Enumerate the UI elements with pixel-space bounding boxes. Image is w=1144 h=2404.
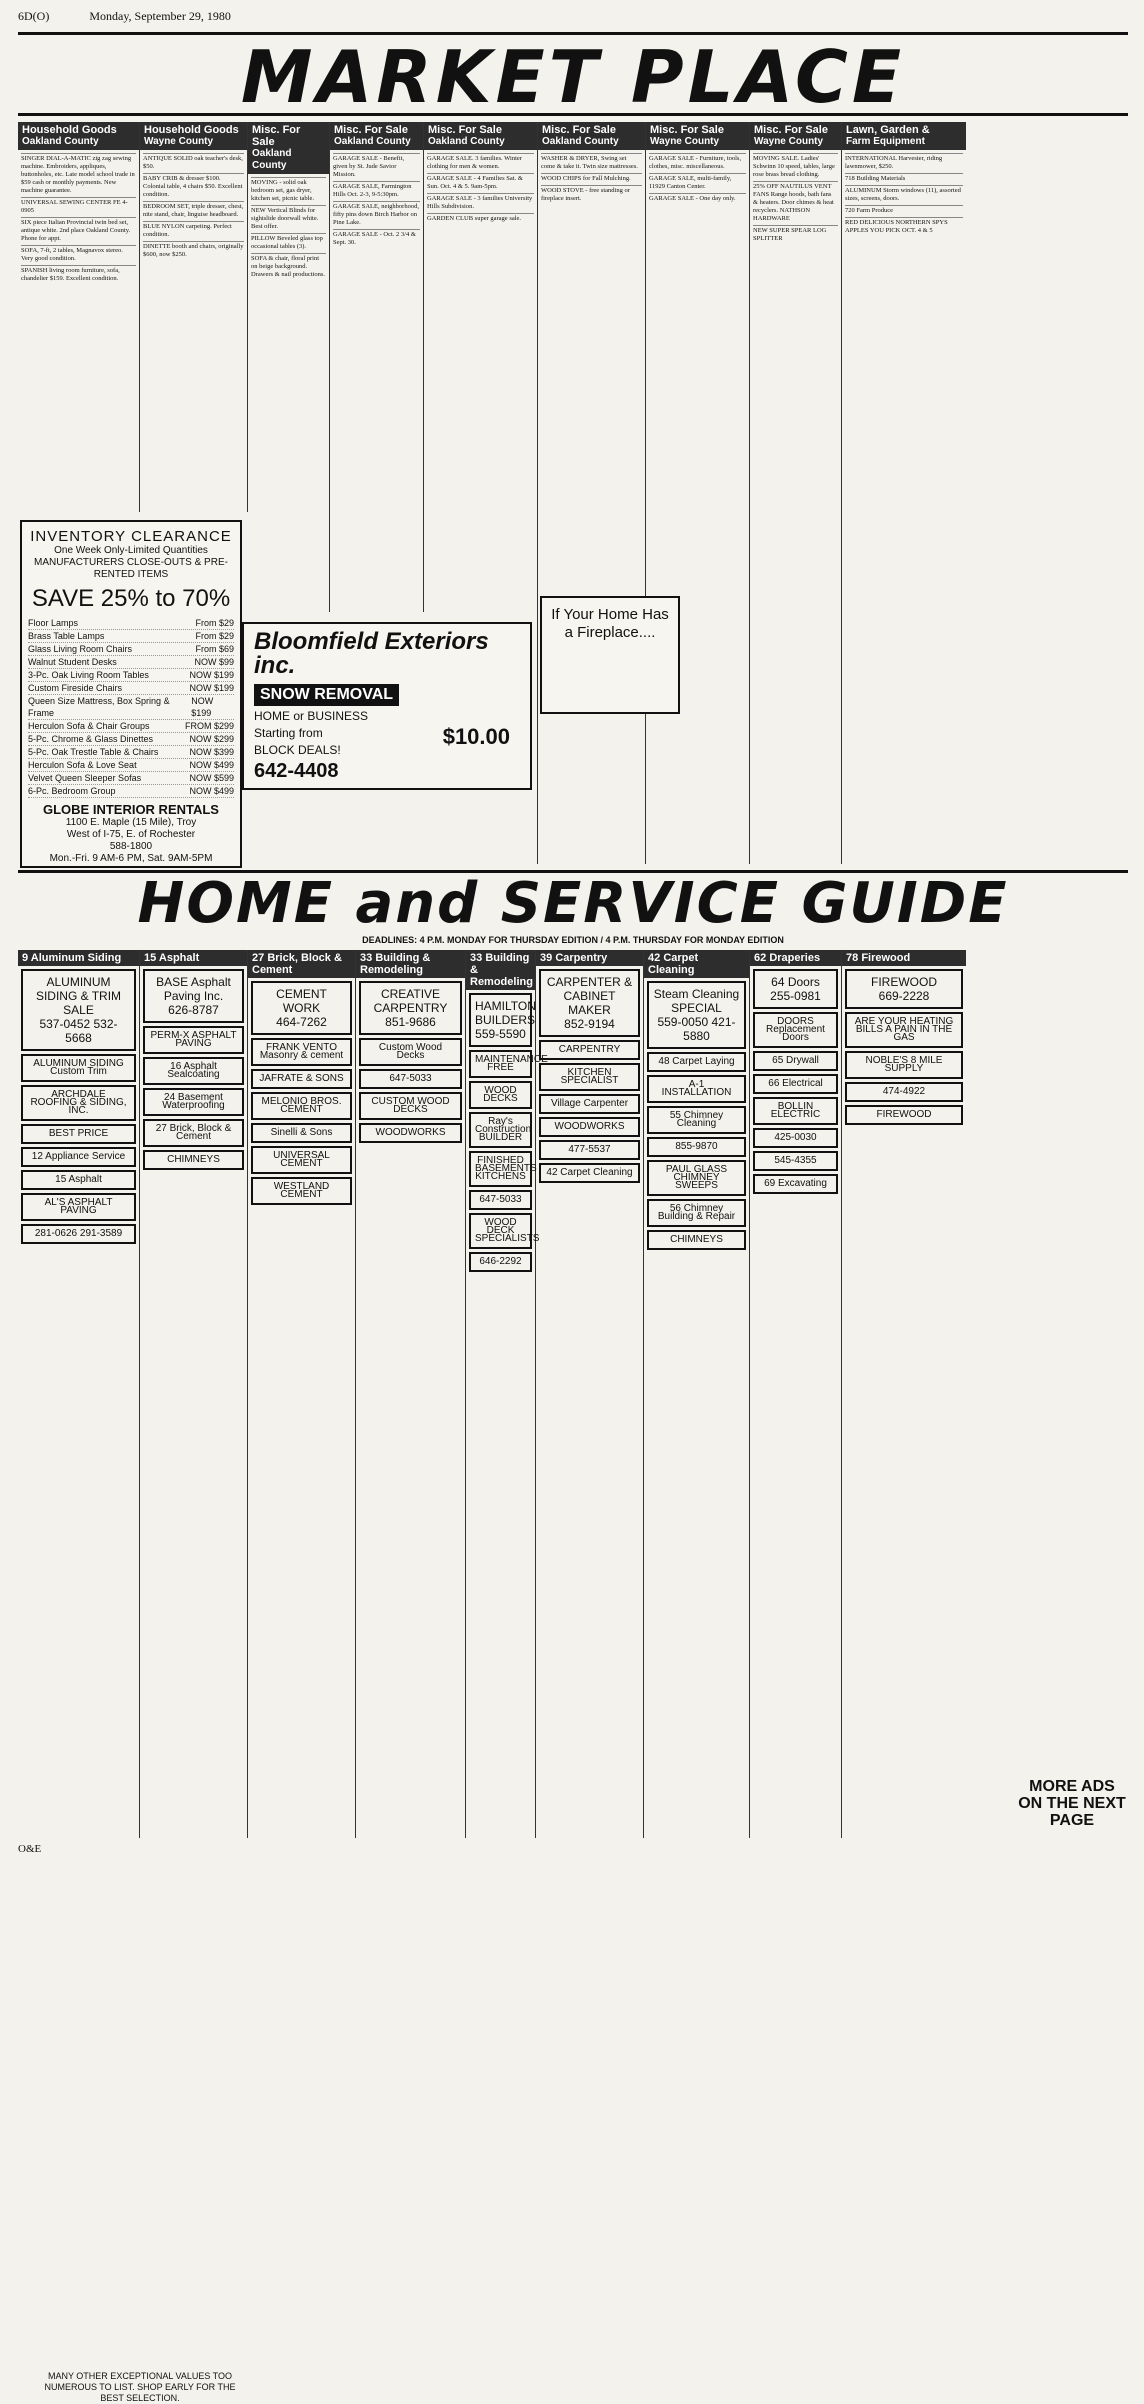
section-header <box>842 950 966 966</box>
classified-ad: SIX piece Italian Provincial twin bed set, antique white. 2nd place Oakland County. Phone for appt. <box>21 217 136 245</box>
section-title: Misc. For Sale <box>334 124 408 136</box>
service-ad: MELONIO BROS. CEMENT <box>251 1092 352 1120</box>
inventory-sub: One Week Only-Limited Quantities MANUFACTURERS CLOSE-OUTS & PRE-RENTED ITEMS <box>34 545 228 580</box>
home-service-banner <box>18 870 1128 945</box>
service-ad: 647-5033 <box>469 1190 532 1210</box>
display-ad <box>753 969 838 1009</box>
inventory-row <box>28 669 234 682</box>
classified-ad: SOFA & chair, floral print on beige background. Drawers & nail productions. <box>251 253 326 281</box>
inventory-row <box>28 759 234 772</box>
inventory-footer: MANY OTHER EXCEPTIONAL VALUES TOO NUMEROUS TO LIST. SHOP EARLY FOR THE BEST SELECTION. <box>44 2371 236 2403</box>
inventory-row <box>28 785 234 798</box>
inventory-items <box>28 617 234 798</box>
date: Monday, September 29, 1980 <box>89 8 231 23</box>
section-header <box>644 950 749 978</box>
section-header <box>248 950 355 978</box>
item-name: Velvet Queen Sleeper Sofas <box>28 773 142 783</box>
inventory-row <box>28 733 234 746</box>
bloomfield-ad <box>242 622 532 790</box>
inventory-headline: INVENTORY CLEARANCE <box>30 528 232 545</box>
ad-phone: 559-0050 421-5880 <box>657 1015 736 1043</box>
section-title: Misc. For Sale <box>542 124 616 136</box>
classified-ad: BLUE NYLON carpeting. Perfect condition. <box>143 221 244 241</box>
ad-phone: 669-2228 <box>878 989 930 1003</box>
classified-ad: RED DELICIOUS NORTHERN SPYS APPLES YOU PICK OCT. 4 & 5 <box>845 217 963 237</box>
service-ad: Sinelli & Sons <box>251 1123 352 1143</box>
ad-title: BASE Asphalt Paving Inc. <box>156 975 231 1003</box>
service-ad: ALUMINUM SIDING Custom Trim <box>21 1054 136 1082</box>
inventory-row <box>28 630 234 643</box>
service-ad: WOOD DECKS <box>469 1081 532 1109</box>
section-header <box>330 122 423 150</box>
service-ad: WOODWORKS <box>539 1117 640 1137</box>
service-column <box>842 950 966 1772</box>
section-title: Brick, Block & Cement <box>252 952 342 976</box>
ad-title: CEMENT WORK <box>276 987 327 1015</box>
classified-ad: GARAGE SALE - Furniture, tools, clothes, misc. miscellaneous. <box>649 153 746 173</box>
classified-ad: 720 Farm Produce <box>845 205 963 217</box>
snow-removal: SNOW REMOVAL <box>254 684 399 706</box>
section-title: Misc. For Sale <box>252 124 301 148</box>
classified-ad: GARAGE SALE - 4 Families Sat. & Sun. Oct. 4 & 5. 9am-5pm. <box>427 173 534 193</box>
item-name: Glass Living Room Chairs <box>28 644 133 654</box>
classified-ad: GARAGE SALE, multi-family, 11929 Canton Center. <box>649 173 746 193</box>
classified-ad: MOVING SALE. Ladies' Schwinn 10 speed, tables, large rose brass bread clothing. <box>753 153 838 181</box>
service-ad: FINISHED BASEMENTS KITCHENS <box>469 1151 532 1187</box>
store-hours: Mon.-Fri. 9 AM-6 PM, Sat. 9AM-5PM <box>49 853 213 864</box>
service-ad: WOOD DECK SPECIALISTS <box>469 1213 532 1249</box>
section-header <box>536 950 643 966</box>
service-ad: 48 Carpet Laying <box>647 1052 746 1072</box>
service-ad: 477-5537 <box>539 1140 640 1160</box>
inventory-row <box>28 682 234 695</box>
ad-phone: 852-9194 <box>564 1017 615 1031</box>
ad-phone: 626-8787 <box>168 1003 219 1017</box>
item-price: NOW $299 <box>189 734 234 744</box>
section-title: Household Goods <box>144 124 239 136</box>
service-ad: 545-4355 <box>753 1151 838 1171</box>
bloomfield-phone: 642-4408 <box>254 760 339 782</box>
service-ad: 15 Asphalt <box>21 1170 136 1190</box>
ad-title: ALUMINUM SIDING & TRIM SALE <box>35 975 122 1017</box>
section-num: 27 <box>252 952 265 964</box>
section-num: 33 <box>470 952 483 964</box>
service-ad: Custom Wood Decks <box>359 1038 462 1066</box>
item-name: Queen Size Mattress, Box Spring & Frame <box>28 696 170 718</box>
service-ad: FIREWOOD <box>845 1105 963 1125</box>
starting-from: Starting from <box>254 726 323 740</box>
section-header <box>466 950 535 990</box>
ad-title: CREATIVE CARPENTRY <box>373 987 448 1015</box>
classified-ad: SOFA, 7-ft, 2 tables, Magnavox stereo. Very good condition. <box>21 245 136 265</box>
item-price: NOW $599 <box>189 773 234 783</box>
ad-title: HAMILTON BUILDERS <box>475 999 536 1027</box>
classified-ad: NEW SUPER SPEAR LOG SPLITTER <box>753 225 838 245</box>
ad-phone: 464-7262 <box>276 1015 327 1029</box>
service-ad: WESTLAND CEMENT <box>251 1177 352 1205</box>
home-service-title: HOME and SERVICE GUIDE <box>137 871 1009 936</box>
classified-ad: GARAGE SALE, neighborhood, fifty pins down Birch Harbor on Pine Lake. <box>333 201 420 229</box>
section-num: 9 <box>22 952 29 964</box>
service-ad: JAFRATE & SONS <box>251 1069 352 1089</box>
inventory-save: SAVE 25% to 70% <box>31 585 231 612</box>
display-ad <box>539 969 640 1037</box>
service-ad: 474-4922 <box>845 1082 963 1102</box>
section-title: Carpentry <box>555 952 608 964</box>
page-footer: O&E <box>18 1843 42 1855</box>
classified-ad: SPANISH living room furniture, sofa, chandelier $159. Excellent condition. <box>21 265 136 285</box>
item-price: FROM $299 <box>184 721 234 731</box>
section-sub: Oakland County <box>334 136 411 147</box>
section-header <box>424 122 537 150</box>
service-ad: CHIMNEYS <box>647 1230 746 1250</box>
classified-ad: DINETTE booth and chairs, originally $600, now $250. <box>143 241 244 261</box>
section-title: Misc. For Sale <box>754 124 828 136</box>
item-name: 5-Pc. Chrome & Glass Dinettes <box>28 734 154 744</box>
classified-ad: WOOD CHIPS for Fall Mulching. <box>541 173 642 185</box>
service-ad: ARCHDALE ROOFING & SIDING, INC. <box>21 1085 136 1121</box>
classified-ad: GARAGE SALE - 3 families University Hills Subdivision. <box>427 193 534 213</box>
service-ad: CARPENTRY <box>539 1040 640 1060</box>
ad-title: Steam Cleaning SPECIAL <box>653 987 740 1015</box>
section-header <box>538 122 645 150</box>
service-ad: ARE YOUR HEATING BILLS A PAIN IN THE GAS <box>845 1012 963 1048</box>
display-ad <box>469 993 536 1047</box>
item-name: 6-Pc. Bedroom Group <box>28 786 116 796</box>
section-title: Draperies <box>769 952 821 964</box>
service-ad: KITCHEN SPECIALIST <box>539 1063 640 1091</box>
service-column <box>750 950 842 1838</box>
folio: 6D(O) <box>18 8 50 23</box>
service-ad: UNIVERSAL CEMENT <box>251 1146 352 1174</box>
service-ad: WOODWORKS <box>359 1123 462 1143</box>
section-title: Asphalt <box>158 952 200 964</box>
display-ad <box>845 969 963 1009</box>
service-ad: PAUL GLASS CHIMNEY SWEEPS <box>647 1160 746 1196</box>
service-ad: FRANK VENTO Masonry & cement <box>251 1038 352 1066</box>
inventory-row <box>28 772 234 785</box>
section-sub: Oakland County <box>542 136 619 147</box>
service-ad: AL'S ASPHALT PAVING <box>21 1193 136 1221</box>
market-column <box>646 122 750 864</box>
service-ad: 24 Basement Waterproofing <box>143 1088 244 1116</box>
section-sub: Wayne County <box>144 136 214 147</box>
item-price: NOW $399 <box>189 747 234 757</box>
service-ad: BOLLIN ELECTRIC <box>753 1097 838 1125</box>
item-price: NOW $499 <box>189 760 234 770</box>
section-num: 33 <box>360 952 373 964</box>
inventory-row <box>28 746 234 759</box>
item-price: NOW $199 <box>189 670 234 680</box>
section-title: Lawn, Garden & <box>846 124 930 136</box>
service-ad: NOBLE'S 8 MILE SUPPLY <box>845 1051 963 1079</box>
classified-ad: 25% OFF NAUTILUS VENT FANS Range hoods, bath fans & heaters. Door chimes & heat recyclers. NATHSON HARDWARE <box>753 181 838 225</box>
section-num: 15 <box>144 952 157 964</box>
service-ad: 65 Drywall <box>753 1051 838 1071</box>
classified-ad: GARAGE SALE - Oct. 2 3/4 & Sept. 30. <box>333 229 420 249</box>
service-ad: 425-0030 <box>753 1128 838 1148</box>
market-column <box>140 122 248 512</box>
inventory-row <box>28 643 234 656</box>
classified-ad: GARAGE SALE - One day only. <box>649 193 746 205</box>
page-header <box>18 6 1128 26</box>
service-ad: 646-2292 <box>469 1252 532 1272</box>
section-title: Household Goods <box>22 124 117 136</box>
classified-ad: GARDEN CLUB super garage sale. <box>427 213 534 225</box>
classified-ad: ANTIQUE SOLID oak teacher's desk, $50. <box>143 153 244 173</box>
section-title: Carpet Cleaning <box>648 952 699 976</box>
inventory-row <box>28 656 234 669</box>
section-header <box>842 122 966 150</box>
service-ad: 281-0626 291-3589 <box>21 1224 136 1244</box>
ad-phone: 851-9686 <box>385 1015 436 1029</box>
section-sub: Oakland County <box>252 148 292 171</box>
market-place-banner <box>18 32 1128 119</box>
service-ad: DOORS Replacement Doors <box>753 1012 838 1048</box>
ad-phone: 559-5590 <box>475 1027 526 1041</box>
service-column <box>18 950 140 1838</box>
section-sub: Wayne County <box>754 136 824 147</box>
section-title: Misc. For Sale <box>428 124 502 136</box>
home-business: HOME or BUSINESS <box>254 709 369 723</box>
section-title: Misc. For Sale <box>650 124 724 136</box>
item-name: Walnut Student Desks <box>28 657 117 667</box>
item-price: From $29 <box>195 631 234 641</box>
classified-ad: ALUMINUM Storm windows (11), assorted sizes, screens, doors. <box>845 185 963 205</box>
classified-ad: SINGER DIAL-A-MATIC zig zag sewing machine. Embroiders, appliques, buttonholes, etc. Late model school trade in $59 cash or monthly payments. New machine guarantee. <box>21 153 136 197</box>
section-title: Building & Remodeling <box>360 952 431 976</box>
service-ad: Village Carpenter <box>539 1094 640 1114</box>
service-ad: 12 Appliance Service <box>21 1147 136 1167</box>
item-name: 3-Pc. Oak Living Room Tables <box>28 670 149 680</box>
classified-ad: UNIVERSAL SEWING CENTER FE 4-0905 <box>21 197 136 217</box>
deadlines: DEADLINES: 4 P.M. MONDAY FOR THURSDAY EDITION / 4 P.M. THURSDAY FOR MONDAY EDITION <box>362 935 784 945</box>
item-name: Brass Table Lamps <box>28 631 105 641</box>
service-ad: BEST PRICE <box>21 1124 136 1144</box>
classified-ad: GARAGE SALE, Farmington Hills Oct. 2-3, 9-5:30pm. <box>333 181 420 201</box>
store-address: 1100 E. Maple (15 Mile), Troy <box>65 817 197 828</box>
section-header <box>140 950 247 966</box>
more-ads: MORE ADS ON THE NEXT PAGE <box>1018 1778 1126 1829</box>
item-name: Floor Lamps <box>28 618 79 628</box>
service-ad: 42 Carpet Cleaning <box>539 1163 640 1183</box>
section-sub: Oakland County <box>428 136 505 147</box>
classified-ad: PILLOW Beveled glass top occasional tables (3). <box>251 233 326 253</box>
section-header <box>140 122 247 150</box>
service-ad: 855-9870 <box>647 1137 746 1157</box>
market-column <box>842 122 966 864</box>
service-ad: CHIMNEYS <box>143 1150 244 1170</box>
service-ad: 66 Electrical <box>753 1074 838 1094</box>
classified-ad: BABY CRIB & dresser $100. Colonial table, 4 chairs $50. Excellent condition. <box>143 173 244 201</box>
section-num: 39 <box>540 952 553 964</box>
section-header <box>18 950 139 966</box>
store-west: West of I-75, E. of Rochester <box>66 829 196 840</box>
service-column <box>140 950 248 1838</box>
service-ad: MAINTENANCE FREE <box>469 1050 532 1078</box>
inventory-row <box>28 695 234 720</box>
market-column <box>248 122 330 612</box>
section-sub: Wayne County <box>650 136 720 147</box>
section-num: 42 <box>648 952 661 964</box>
item-price: NOW $99 <box>194 657 234 667</box>
service-ad: PERM-X ASPHALT PAVING <box>143 1026 244 1054</box>
item-name: Herculon Sofa & Chair Groups <box>28 721 150 731</box>
classified-ad: NEW Vertical Blinds for sightslide doorwall white. Best offer. <box>251 205 326 233</box>
block-deals: BLOCK DEALS! <box>254 743 341 757</box>
service-column <box>644 950 750 1838</box>
service-ad: 55 Chimney Cleaning <box>647 1106 746 1134</box>
service-ad: 27 Brick, Block & Cement <box>143 1119 244 1147</box>
section-header <box>248 122 329 174</box>
classified-ad: GARAGE SALE. 3 families. Winter clothing for men & women. <box>427 153 534 173</box>
ad-phone: 537-0452 532-5668 <box>39 1017 118 1045</box>
item-name: 5-Pc. Oak Trestle Table & Chairs <box>28 747 159 757</box>
service-ad: 647-5033 <box>359 1069 462 1089</box>
item-name: Herculon Sofa & Love Seat <box>28 760 137 770</box>
service-column <box>356 950 466 1838</box>
market-column <box>750 122 842 864</box>
classified-ad: BEDROOM SET, triple dresser, chest, nite stand, chair, linguise headboard. <box>143 201 244 221</box>
section-sub: Farm Equipment <box>846 136 925 147</box>
bloomfield-price: $10.00 <box>442 724 510 749</box>
classified-ad: INTERNATIONAL Harvester, riding lawnmower, $250. <box>845 153 963 173</box>
section-sub: Oakland County <box>22 136 99 147</box>
section-header <box>646 122 749 150</box>
item-price: NOW $199 <box>191 696 214 718</box>
item-price: From $29 <box>195 618 234 628</box>
classified-ad: 718 Building Materials <box>845 173 963 185</box>
display-ad <box>143 969 244 1023</box>
classified-ad: WOOD STOVE - free standing or fireplace insert. <box>541 185 642 205</box>
market-column <box>18 122 140 512</box>
store-name: GLOBE INTERIOR RENTALS <box>43 802 219 817</box>
market-column <box>538 122 646 864</box>
fireplace-ad <box>540 596 680 714</box>
classified-ad: GARAGE SALE - Benefit, given by St. Jude Savior Mission. <box>333 153 420 181</box>
ad-title: 64 Doors <box>771 975 820 989</box>
market-place-title: MARKET PLACE <box>240 35 906 119</box>
ad-title: FIREWOOD <box>871 975 937 989</box>
item-price: NOW $499 <box>189 786 234 796</box>
inventory-row <box>28 617 234 630</box>
section-num: 62 <box>754 952 767 964</box>
section-title: Aluminum Siding <box>30 952 122 964</box>
service-ad: 16 Asphalt Sealcoating <box>143 1057 244 1085</box>
service-column <box>536 950 644 1838</box>
service-ad: CUSTOM WOOD DECKS <box>359 1092 462 1120</box>
section-header <box>750 122 841 150</box>
service-ad: 56 Chimney Building & Repair <box>647 1199 746 1227</box>
item-price: From $69 <box>195 644 234 654</box>
classified-ad: MOVING - solid oak bedroom set, gas dryer, kitchen set, picnic table. <box>251 177 326 205</box>
display-ad <box>21 969 136 1051</box>
market-column <box>330 122 424 612</box>
service-column <box>248 950 356 1838</box>
service-ad: A-1 INSTALLATION <box>647 1075 746 1103</box>
section-title: Building & Remodeling <box>470 952 533 988</box>
ad-phone: 255-0981 <box>770 989 821 1003</box>
classified-ad: WASHER & DRYER, Swing set come & take it. Twin size mattresses. <box>541 153 642 173</box>
service-ad: 69 Excavating <box>753 1174 838 1194</box>
inventory-row <box>28 720 234 733</box>
display-ad <box>647 981 746 1049</box>
fireplace-question: If Your Home Has a Fireplace.... <box>551 606 669 641</box>
section-header <box>356 950 465 978</box>
display-ad <box>359 981 462 1035</box>
ad-title: CARPENTER & CABINET MAKER <box>546 975 633 1017</box>
section-header <box>18 122 139 150</box>
display-ad <box>251 981 352 1035</box>
service-ad: Ray's Construction BUILDER <box>469 1112 532 1148</box>
section-title: Firewood <box>861 952 911 964</box>
store-phone: 588-1800 <box>109 841 153 852</box>
item-price: NOW $199 <box>189 683 234 693</box>
item-name: Custom Fireside Chairs <box>28 683 123 693</box>
bloomfield-logo: Bloomfield Exteriors inc. <box>254 628 489 679</box>
section-num: 78 <box>846 952 859 964</box>
section-header <box>750 950 841 966</box>
